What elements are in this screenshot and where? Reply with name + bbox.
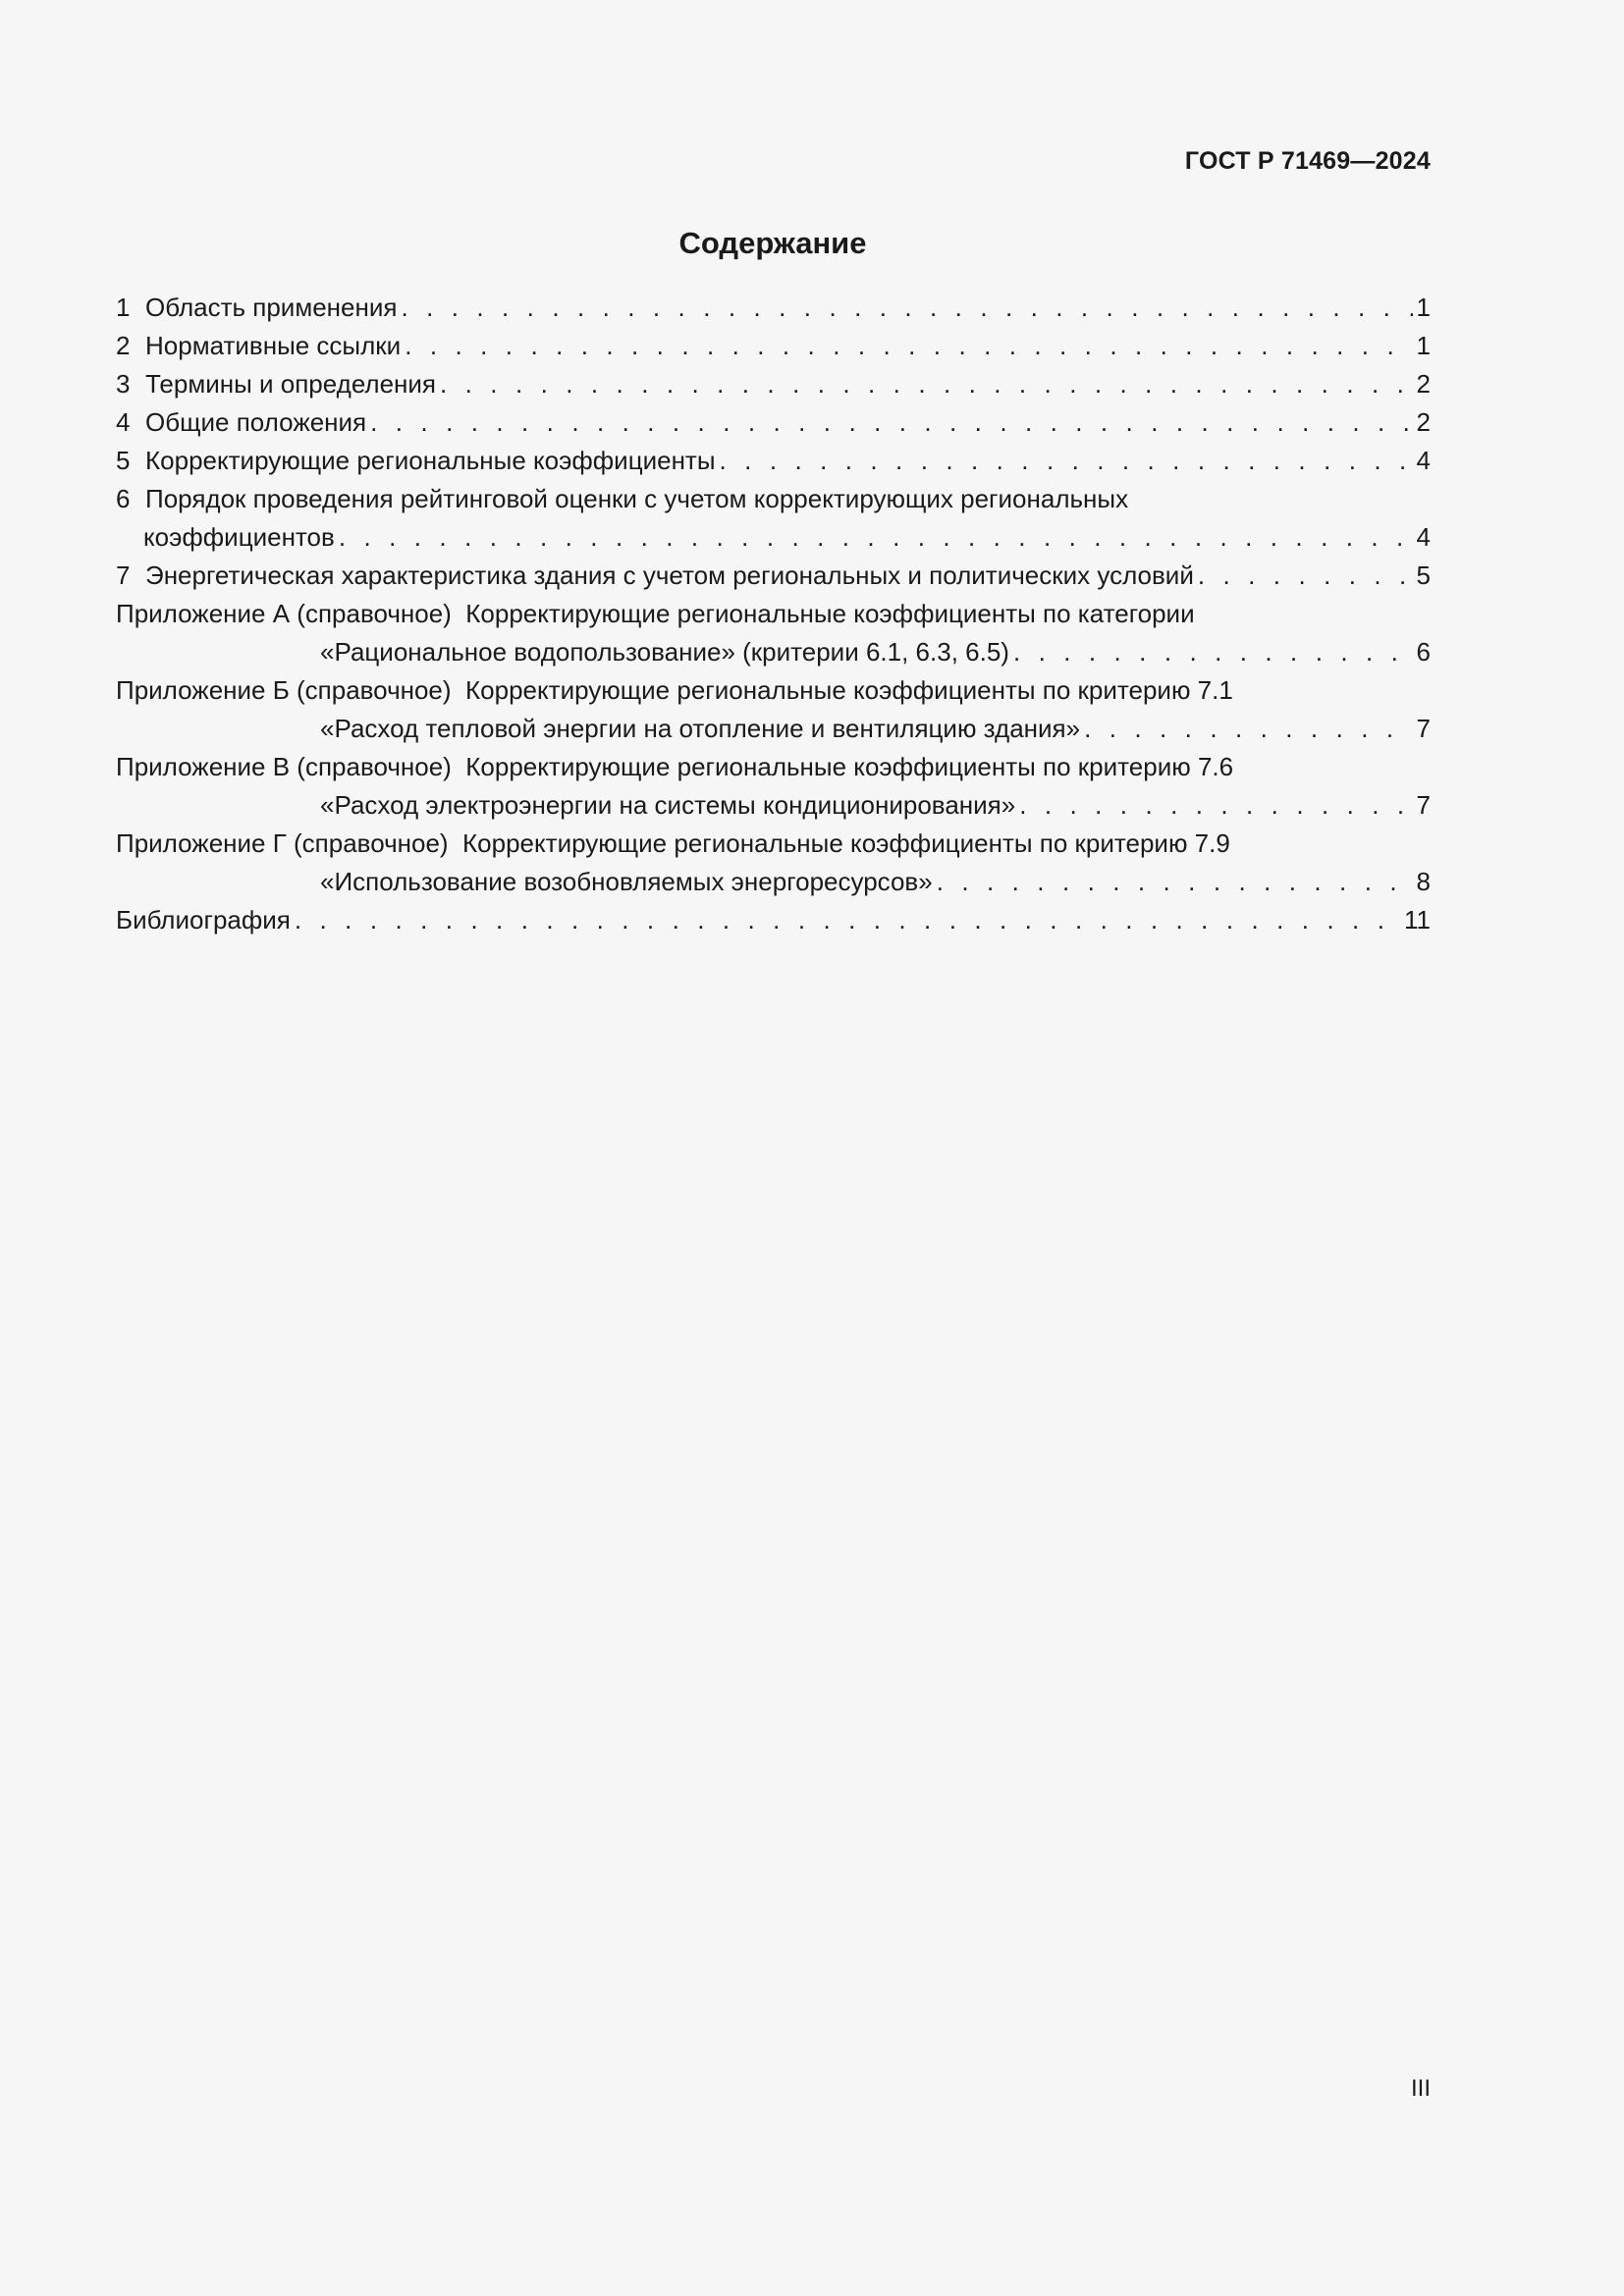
toc-entry-label: Общие положения [145, 407, 367, 437]
toc-entry-1[interactable] [116, 289, 1431, 327]
toc-entry-page: 4 [1416, 446, 1431, 475]
toc-entry-label: Область применения [145, 293, 398, 322]
toc-entry-number: 5 [116, 446, 131, 475]
toc-bibliography[interactable] [116, 901, 1431, 939]
toc-leader-dots [1013, 633, 1413, 671]
toc-entry-label: Библиография [116, 905, 291, 934]
toc-entry-6[interactable] [116, 480, 1431, 557]
toc-appendix-g[interactable] [116, 825, 1431, 901]
toc-entry-page: 1 [1416, 331, 1431, 360]
toc-entry-label: Термины и определения [145, 369, 437, 399]
toc-leader-dots [720, 442, 1413, 480]
toc-appendix-line1: Приложение Б (справочное) Корректирующие региональные коэффициенты по критерию 7.1 [116, 675, 1233, 705]
toc-appendix-b[interactable] [116, 671, 1431, 748]
toc-entry-label: Энергетическая характеристика здания с учетом региональных и политических условий [145, 561, 1194, 590]
toc-entry-number: 4 [116, 407, 131, 437]
toc-entry-4[interactable] [116, 403, 1431, 442]
toc-leader-dots [370, 403, 1412, 442]
toc-entry-number: 1 [116, 293, 131, 322]
toc-leader-dots [440, 365, 1413, 403]
toc-leader-dots [937, 863, 1413, 901]
toc-entry-number: 7 [116, 561, 131, 590]
standard-code: ГОСТ Р 71469—2024 [1184, 147, 1431, 175]
page-number: III [1410, 2075, 1431, 2102]
toc-leader-dots [401, 289, 1412, 327]
toc-entry-page: 7 [1416, 790, 1431, 820]
toc-entry-label-line2: коэффициентов [143, 522, 335, 552]
toc-title: Содержание [678, 226, 867, 260]
toc-appendix-line1: Приложение В (справочное) Корректирующие региональные коэффициенты по критерию 7.6 [116, 752, 1234, 781]
toc-appendix-line2: «Использование возобновляемых энергоресурсов» [320, 867, 933, 896]
toc-entry-page: 2 [1416, 369, 1431, 399]
toc-leader-dots [1084, 710, 1412, 748]
toc-appendix-v[interactable] [116, 748, 1431, 825]
toc-entry-page: 11 [1404, 905, 1431, 934]
toc-entry-page: 1 [1416, 293, 1431, 322]
toc-entry-label-line1: Порядок проведения рейтинговой оценки с учетом корректирующих региональных [145, 484, 1129, 513]
toc-entry-number: 3 [116, 369, 131, 399]
toc-entry-5[interactable] [116, 442, 1431, 480]
toc-entry-page: 2 [1416, 407, 1431, 437]
toc-appendix-line1: Приложение Г (справочное) Корректирующие региональные коэффициенты по критерию 7.9 [116, 828, 1230, 858]
toc-leader-dots [295, 901, 1400, 939]
toc-entry-page: 8 [1416, 867, 1431, 896]
toc-appendix-line1: Приложение А (справочное) Корректирующие региональные коэффициенты по категории [116, 599, 1195, 628]
toc-entry-number: 6 [116, 484, 131, 513]
toc-appendix-line2: «Рациональное водопользование» (критерии 6.1, 6.3, 6.5) [320, 637, 1009, 667]
table-of-contents [116, 289, 1431, 939]
toc-entry-page: 4 [1416, 522, 1431, 552]
toc-entry-label: Корректирующие региональные коэффициенты [145, 446, 716, 475]
toc-entry-page: 5 [1416, 561, 1431, 590]
toc-leader-dots [1019, 786, 1412, 825]
toc-entry-3[interactable] [116, 365, 1431, 403]
toc-entry-number: 2 [116, 331, 131, 360]
toc-entry-page: 6 [1416, 637, 1431, 667]
toc-leader-dots [1198, 557, 1413, 595]
toc-appendix-line2: «Расход электроэнергии на системы кондиционирования» [320, 790, 1016, 820]
toc-leader-dots [339, 518, 1413, 557]
toc-entry-page: 7 [1416, 714, 1431, 743]
toc-entry-2[interactable] [116, 327, 1431, 365]
toc-entry-label: Нормативные ссылки [145, 331, 402, 360]
toc-appendix-a[interactable] [116, 595, 1431, 671]
toc-entry-7[interactable] [116, 557, 1431, 595]
toc-leader-dots [405, 327, 1412, 365]
toc-appendix-line2: «Расход тепловой энергии на отопление и вентиляцию здания» [320, 714, 1081, 743]
